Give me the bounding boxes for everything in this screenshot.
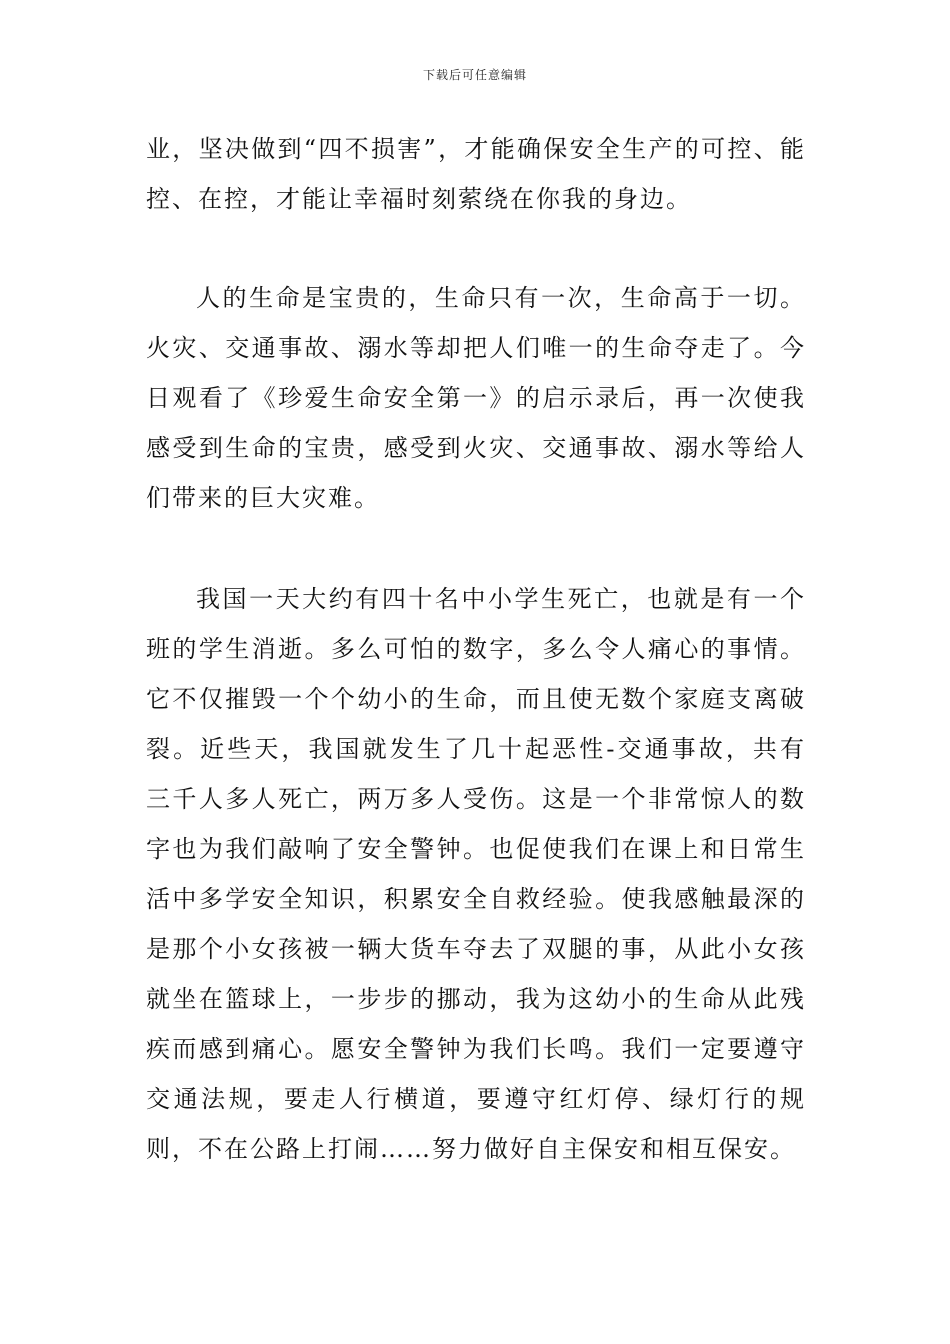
paragraph-life-precious: 人的生命是宝贵的，生命只有一次，生命高于一切。火灾、交通事故、溺水等却把人们唯一的生命夺走了。今日观看了《珍爱生命安全第一》的启示录后，再一次使我感受到生命的宝贵，感受到火灾、交通事故、溺水等给人们带来的巨大灾难。 [146,284,806,512]
page-header-note: 下载后可任意编辑 [422,68,527,82]
paragraph-continued: 业，坚决做到“四不损害”，才能确保安全生产的可控、能控、在控，才能让幸福时刻萦绕在你我的身边。 [146,135,806,213]
paragraph-student-safety: 我国一天大约有四十名中小学生死亡，也就是有一个班的学生消逝。多么可怕的数字，多么令人痛心的事情。它不仅摧毁一个个幼小的生命，而且使无数个家庭支离破裂。近些天，我国就发生了几十起恶性-交通事故，共有三千人多人死亡，两万多人受伤。这是一个非常惊人的数字也为我们敲响了安全警钟。也促使我们在课上和日常生活中多学安全知识，积累安全自救经验。使我感触最深的是那个小女孩被一辆大货车夺去了双腿的事，从此小女孩就坐在篮球上，一步步的挪动，我为这幼小的生命从此残疾而感到痛心。愿安全警钟为我们长鸣。我们一定要遵守交通法规，要走人行横道，要遵守红灯停、绿灯行的规则，不在公路上打闹……努力做好自主保安和相互保安。 [146,585,806,1163]
